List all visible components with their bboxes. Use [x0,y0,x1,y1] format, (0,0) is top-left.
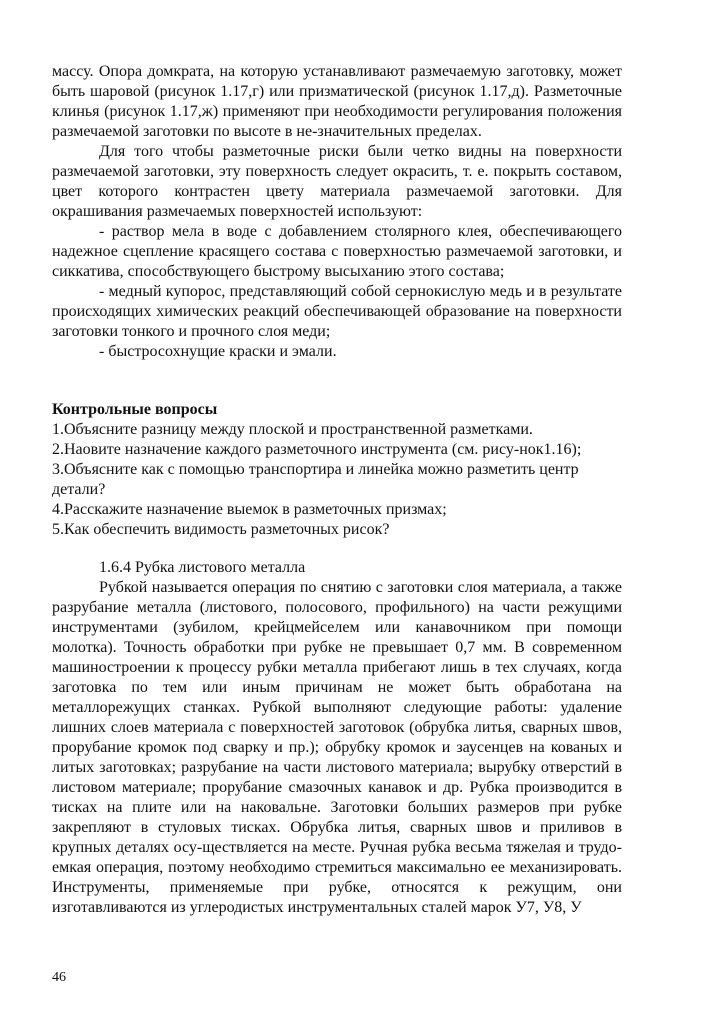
paragraph-1: массу. Опора домкрата, на которую устанавливают размечаемую заготовку, может быть шаровой (рисунок 1.17,г) или призматической (рисунок 1.17,д). Разметочные клинья (рисунок 1.17,ж) применяют при необходимости регулирования положения размечаемой заготовки по высоте в не-значительных пределах. [52,63,622,140]
page-content [52,62,622,918]
section-paragraph: Рубкой называется операция по снятию с заготовки слоя материала, а также разрубание металла (листового, полосового, профильного) на части режущими инструментами (зубилом, крейцмейселем или канавочником при помощи молотка). Точность обработки при рубке не превышает 0,7 мм. В современном машиностроении к процессу рубки металла прибегают лишь в тех случаях, когда заготовка по тем или иным причинам не может быть обработана на металлорежущих станках. Рубкой выполняют следующие работы: удаление лишних слоев материала с поверхностей заготовок (обрубка литья, сварных швов, прорубание кромок под сварку и пр.); обрубку кромок и заусенцев на кованых и литых заготовках; разрубание на части листового материала; вырубку отверстий в листовом материале; прорубание смазочных канавок и др. Рубка производится в тисках на плите или на наковальне. Заготовки больших размеров при рубке закрепляют в стуловых тисках. Обрубка литья, сварных швов и приливов в крупных деталях осу-ществляется на месте. Ручная рубка весьма тяжелая и трудо-емкая операция, поэтому необходимо стремиться максимально ее механизировать. Инструменты, применяемые при рубке, относятся к режущим, они изготавливаются из углеродистых инструментальных сталей марок У7, У8, У [52,579,622,916]
questions-list [52,420,622,540]
question-item: 5.Как обеспечить видимость разметочных рисок? [52,521,390,538]
questions-heading: Контрольные вопросы [52,401,218,418]
paragraph-2: Для того чтобы разметочные риски были четко видны на поверхности размечаемой заготовки, эту поверхность следует окрасить, т. е. покрыть составом, цвет которого контрастен цвету материала размечаемой заготовки. Для окрашивания размечаемых поверхностей используют: [52,143,622,220]
bullet-item-2: - медный купорос, представляющий собой сернокислую медь и в результате происходящих химических реакций обеспечивающей образование на поверхности заготовки тонкого и прочного слоя меди; [52,283,622,340]
question-item: 1.Объясните разницу между плоской и пространственной разметками. [52,421,533,438]
question-item: 2.Наовите назначение каждого разметочного инструмента (см. рису-нок1.16); [52,441,582,458]
bullet-item-3: - быстросохнущие краски и эмали. [99,343,337,360]
question-item: 4.Расскажите назначение выемок в разметочных призмах; [52,501,447,518]
page-number: 46 [52,970,66,985]
bullet-item-1: - раствор мела в воде с добавлением столярного клея, обеспечивающего надежное сцепление красящего состава с поверхностью размечаемой заготовки, и сиккатива, способствующего быстрому высыханию этого состава; [52,223,622,280]
question-item: 3.Объясните как с помощью транспортира и линейка можно разметить центр детали? [52,461,579,498]
section-heading: 1.6.4 Рубка листового металла [99,559,306,576]
